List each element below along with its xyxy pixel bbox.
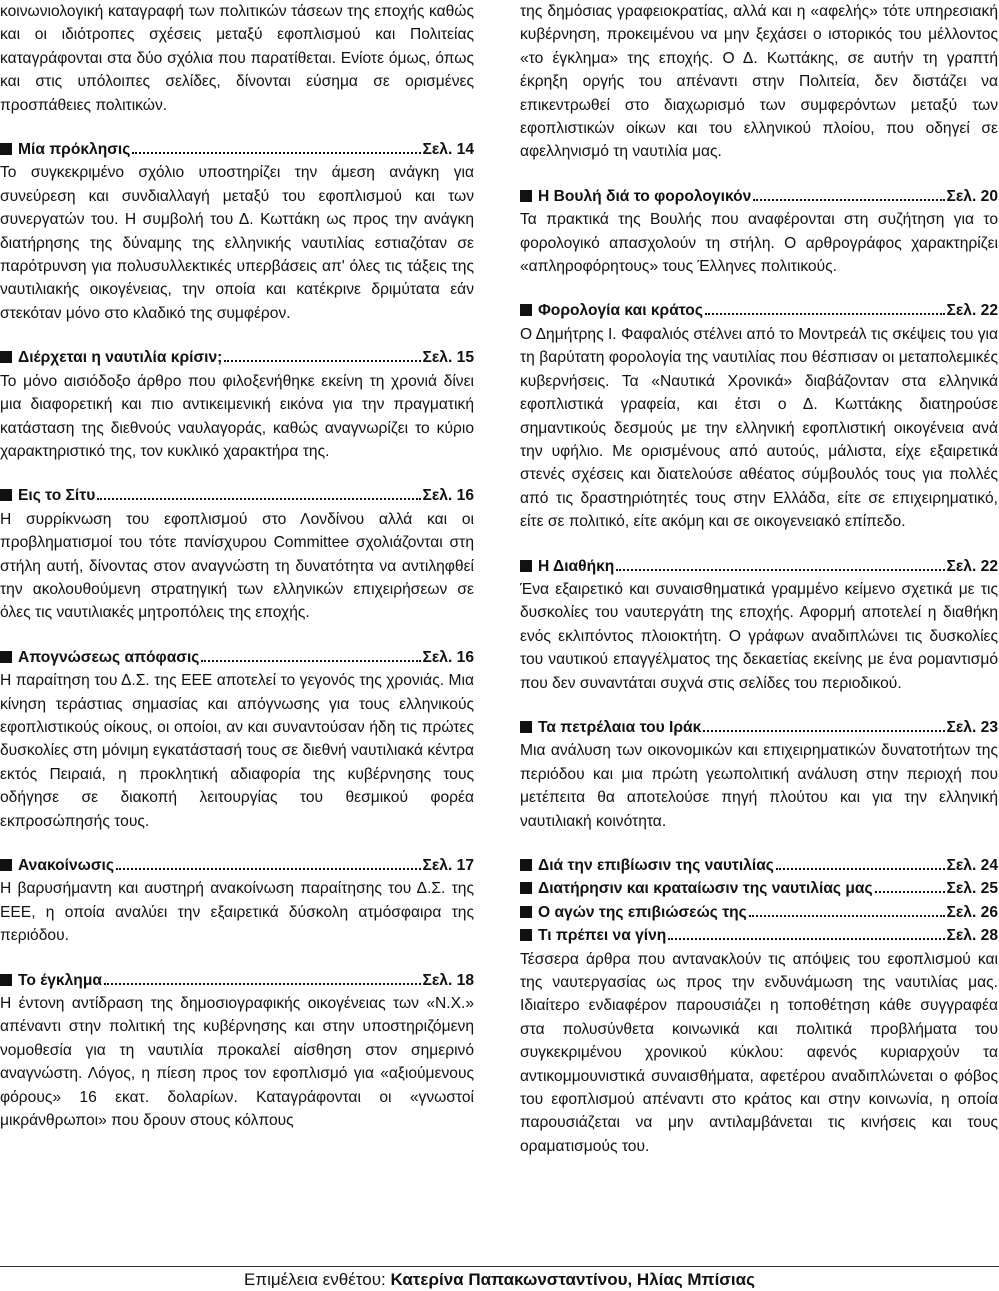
square-bullet-icon (520, 304, 532, 316)
square-bullet-icon (0, 351, 12, 363)
entry-title: Διατήρησιν και κραταίωσιν της ναυτιλίας μας (538, 880, 873, 898)
entry-heading (520, 716, 998, 739)
entry-2 (0, 346, 474, 463)
entry-page: Σελ. 17 (422, 857, 474, 874)
entry-heading (0, 484, 474, 507)
footer-credits (0, 1269, 999, 1291)
footer-divider (0, 1266, 999, 1267)
entry-4 (0, 646, 474, 833)
entry-title: Ανακοίνωσις (18, 857, 114, 874)
entry-text: Τα πρακτικά της Βουλής που αναφέρονται στη συζήτηση για το φορολογικό απασχολούν τη στήλη. Ο αρθρογράφος χαρακτηρίζει «απληροφόρητους» τους Έλληνες πολιτικούς. (520, 211, 998, 276)
entry-page: Σελ. 26 (946, 903, 998, 921)
square-bullet-icon (520, 882, 532, 894)
entry-page: Σελ. 28 (946, 927, 998, 945)
dot-leader (201, 660, 420, 662)
entry-page: Σελ. 22 (946, 302, 998, 320)
entry-text: Η βαρυσήμαντη και αυστηρή ανακοίνωση παραίτησης του Δ.Σ. της ΕΕΕ, η οποία αναλύει την εξαιρετικά δύσκολη ατμόσφαιρα της περιόδου. (0, 880, 474, 945)
dot-leader (104, 983, 421, 985)
square-bullet-icon (520, 859, 532, 871)
dot-leader (616, 569, 944, 571)
dot-leader (224, 360, 420, 362)
dot-leader (875, 891, 945, 893)
square-bullet-icon (0, 651, 12, 663)
dot-leader (116, 868, 421, 870)
entry-8 (520, 299, 998, 533)
entry-title: Τα πετρέλαια του Ιράκ (538, 718, 702, 736)
entry-page: Σελ. 22 (946, 557, 998, 575)
entry-title: Μία πρόκλησις (18, 141, 131, 159)
entry-text: Ο Δημήτρης Ι. Φαφαλιός στέλνει από το Μοντρεάλ τις σκέψεις του για τη βαρύτατη φορολογία της ναυτιλίας που θέσπισαν οι μεταπολεμικές κυβερνήσεις. Τα «Ναυτικά Χρονικά» διαβάζονταν στα ελληνικά εφοπλιστικά γραφεία, και έτσι ο Δ. Κωττάκης διατηρούσε σημαντικούς δεσμούς με την ελληνική εφοπλιστική οικογένεια ανά την υφήλιο. Με ορισμένους από αυτούς, μάλιστα, είχε εξαιρετικά στενές σχέσεις και διατελούσε αθέατος σύμβουλός τους για πολλές από τις δραστηριότητές τους στην Ελλάδα, είτε σε επιχειρηματικό, είτε σε πολιτικό, είτε ακόμη και σε οικογενειακό επίπεδο. (520, 325, 998, 531)
entry-title: Φορολογία και κράτος (538, 302, 703, 320)
entry-title: Εις το Σίτυ (18, 487, 96, 505)
square-bullet-icon (520, 906, 532, 918)
entry-6 (0, 969, 474, 1133)
entry-heading (0, 969, 474, 992)
square-bullet-icon (520, 929, 532, 941)
entry-heading (0, 646, 474, 669)
entry-page: Σελ. 16 (422, 648, 474, 666)
intro-paragraph-right: της δημόσιας γραφειοκρατίας, αλλά και η «αφελής» τότε υπηρεσιακή κυβέρνηση, προκειμένου να μην ξεχάσει ο ιστορικός του μέλλοντος «το έγκλημα» της εποχής. Ο Δ. Κωττάκης, σε αυτήν τη γραπτή έκρηξη οργής του απέναντι στην Πολιτεία, δεν διστάζει να επικεντρωθεί στο διαχωρισμό των συμφερόντων μεταξύ των εφοπλιστικών οίκων και του ελληνικού πλοίου, που οδηγεί σε αφελληνισμό τη ναυτιλία μας. (520, 3, 998, 161)
entry-text: Το συγκεκριμένο σχόλιο υποστηρίζει την άμεση ανάγκη για συνεύρεση και συνδιαλλαγή μεταξύ του εφοπλισμού και των συνεργατών του. Η συμβολή του Δ. Κωττάκη ως προς την ανάγκη διατήρησης της δύναμης της ελληνικής ναυτιλίας εστιαζόταν σε παρότρυνση για πολυσυλλεκτικές υπερβάσεις απ' όλες τις τάξεις της ναυτιλιακής οικογένειας, την οποία και κατέκρινε δριμύτατα εάν στεκόταν μόνο στο κλαδικό της συμφέρον. (0, 164, 474, 322)
dot-leader (705, 313, 945, 315)
entry-group (520, 854, 998, 1158)
footer-names: Κατερίνα Παπακωνσταντίνου, Ηλίας Μπίσιας (390, 1270, 755, 1289)
dot-leader (668, 938, 944, 940)
square-bullet-icon (0, 489, 12, 501)
entry-heading (0, 854, 474, 877)
entry-text: Η έντονη αντίδραση της δημοσιογραφικής οικογένειας των «Ν.Χ.» απέναντι στην πολιτική της κυβέρνησης και στην υποστηριζόμενη νομοθεσία για τη ναυτιλία προκαλεί αίσθηση στον σημερινό αναγνώστη. Λόγος, η πίεση προς τον εφοπλισμό για «αξιούμενους φόρους» 16 εκατ. δολαρίων. Καταγράφονται οι «γνωστοί μικράνθρωποι» που δρουν στους κόλπους (0, 995, 474, 1130)
square-bullet-icon (0, 143, 12, 155)
entry-title: Απογνώσεως απόφασις (18, 648, 200, 666)
entry-1 (0, 138, 474, 325)
entry-text: Το μόνο αισιόδοξο άρθρο που φιλοξενήθηκε εκείνη τη χρονιά δίνει μια διαφορετική και πιο αντικειμενική εικόνα για την πραγματική κατάσταση της διεθνούς ναυλαγοράς, καθώς αναγνωρίζει το κύριο χαρακτηριστικό της, τον κυκλικό χαρακτήρα της. (0, 372, 474, 460)
square-bullet-icon (0, 974, 12, 986)
entry-title: Τι πρέπει να γίνη (538, 927, 667, 945)
entry-page: Σελ. 20 (946, 187, 998, 205)
entry-page: Σελ. 14 (422, 141, 474, 159)
dot-leader (776, 868, 945, 870)
entry-title: Η Βουλή διά το φορολογικόν (538, 187, 752, 205)
right-column (520, 0, 998, 1179)
entry-heading (0, 138, 474, 161)
group-text: Τέσσερα άρθρα που αντανακλούν τις απόψεις του εφοπλισμού και της ναυτεργασίας ως προς την ενδυνάμωση της ναυτιλίας μας. Ιδιαίτερο ενδιαφέρον παρουσιάζει η τοποθέτηση κάθε συγγραφέα στα πολυσύνθετα κοινωνικά και πολιτικά προβλήματα του συγκεκριμένου χρονικού κύκλου: αφενός κυριαρχούν τα αντικομμουνιστικά συναισθήματα, αφετέρου αναδιπλώνεται ο φόβος του εφοπλισμού απέναντι στο κράτος και στην κοινωνία, η οποία παρουσιάζεται να μην αντιλαμβάνεται τις κινήσεις και τους οραματισμούς του. (520, 950, 998, 1155)
entry-page: Σελ. 16 (422, 487, 474, 505)
entry-title: Ο αγών της επιβιώσεώς της (538, 903, 747, 921)
intro-paragraph-left: κοινωνιολογική καταγραφή των πολιτικών τάσεων της εποχής καθώς και οι ιδιότροπες σχέσεις μεταξύ εφοπλισμού και Πολιτείας καταγράφονται στα δύο σχόλια που παρατίθεται. Ενίοτε όμως, όπως και στις υπόλοιπες σελίδες, δίνονται εύσημα σε ορισμένες προσπάθειες πολιτικών. (0, 3, 474, 114)
entry-title: Η Διαθήκη (538, 557, 615, 575)
entry-page: Σελ. 24 (946, 857, 998, 874)
entry-3 (0, 484, 474, 624)
dot-leader (97, 498, 420, 500)
entry-heading (0, 346, 474, 369)
entry-text: Η παραίτηση του Δ.Σ. της ΕΕΕ αποτελεί το γεγονός της χρονιάς. Μια κίνηση τεράστιας σημασίας και απόγνωσης για τους ελληνικούς εφοπλιστικούς οίκους, οι οποίοι, αν και συναντούσαν ήδη τις πρώτες δυσκολίες στη μόνιμη εγκατάστασή τους σε διεθνή ναυτιλιακά κέντρα εκτός Πειραιά, η προκλητική αδιαφορία της κυβέρνησης τους οδήγησε σε διακοπή λειτουργίας του θεσμικού φορέα εκπροσώπησής τους. (0, 672, 474, 830)
dot-leader (753, 199, 944, 201)
entry-title: Διέρχεται η ναυτιλία κρίσιν; (18, 349, 223, 367)
entry-title: Διά την επιβίωσιν της ναυτιλίας (538, 857, 774, 874)
entry-page: Σελ. 25 (946, 880, 998, 898)
group-heading-2 (520, 877, 998, 900)
group-heading-3 (520, 901, 998, 924)
left-column (0, 0, 474, 1153)
group-heading-1 (520, 854, 998, 877)
entry-text: Μια ανάλυση των οικονομικών και επιχειρηματικών δυνατοτήτων της περιόδου και μια πρώτη γεωπολιτική ανάλυση στην περιοχή που μετέπειτα θα αποτελούσε πηγή πλούτου και για την ελληνική ναυτιλιακή κοινότητα. (520, 742, 998, 830)
entry-10 (520, 716, 998, 833)
entry-9 (520, 555, 998, 695)
entry-heading (520, 299, 998, 322)
entry-5 (0, 854, 474, 948)
square-bullet-icon (520, 190, 532, 202)
entry-heading (520, 555, 998, 578)
entry-page: Σελ. 15 (422, 349, 474, 367)
dot-leader (749, 915, 945, 917)
dot-leader (132, 152, 420, 154)
entry-page: Σελ. 18 (422, 971, 474, 989)
entry-text: Η συρρίκνωση του εφοπλισμού στο Λονδίνου αλλά και οι προβληματισμοί του τότε πανίσχυρου Committee σχολιάζονται στη στήλη αυτή, δίνοντας στον αναγνώστη τη δυνατότητα να αντιληφθεί την ακολουθούμενη στρατηγική των ελληνικών επιχειρήσεων σε όλες τις ναυτιλιακές μητροπόλεις της εποχής. (0, 510, 474, 622)
entry-heading (520, 185, 998, 208)
entry-7 (520, 185, 998, 279)
dot-leader (703, 730, 944, 732)
entry-text: Ένα εξαιρετικό και συναισθηματικά γραμμένο κείμενο σχετικά με τις δυσκολίες του ναυτεργάτη της εποχής. Αφορμή αποτελεί η διαθήκη ενός εκλιπόντος πλοιοκτήτη. Ο γράφων αναδιπλώνει τις δυσκολίες του ναυτικού επαγγέλματος της δεκαετίας εκείνης με ένα ρομαντισμό που δεν συναντάται συχνά στις σελίδες του περιοδικού. (520, 580, 998, 692)
square-bullet-icon (520, 721, 532, 733)
square-bullet-icon (520, 560, 532, 572)
entry-page: Σελ. 23 (946, 718, 998, 736)
group-heading-4 (520, 924, 998, 947)
entry-title: Το έγκλημα (18, 971, 102, 989)
square-bullet-icon (0, 859, 12, 871)
footer-label: Επιμέλεια ενθέτου: (244, 1270, 391, 1289)
